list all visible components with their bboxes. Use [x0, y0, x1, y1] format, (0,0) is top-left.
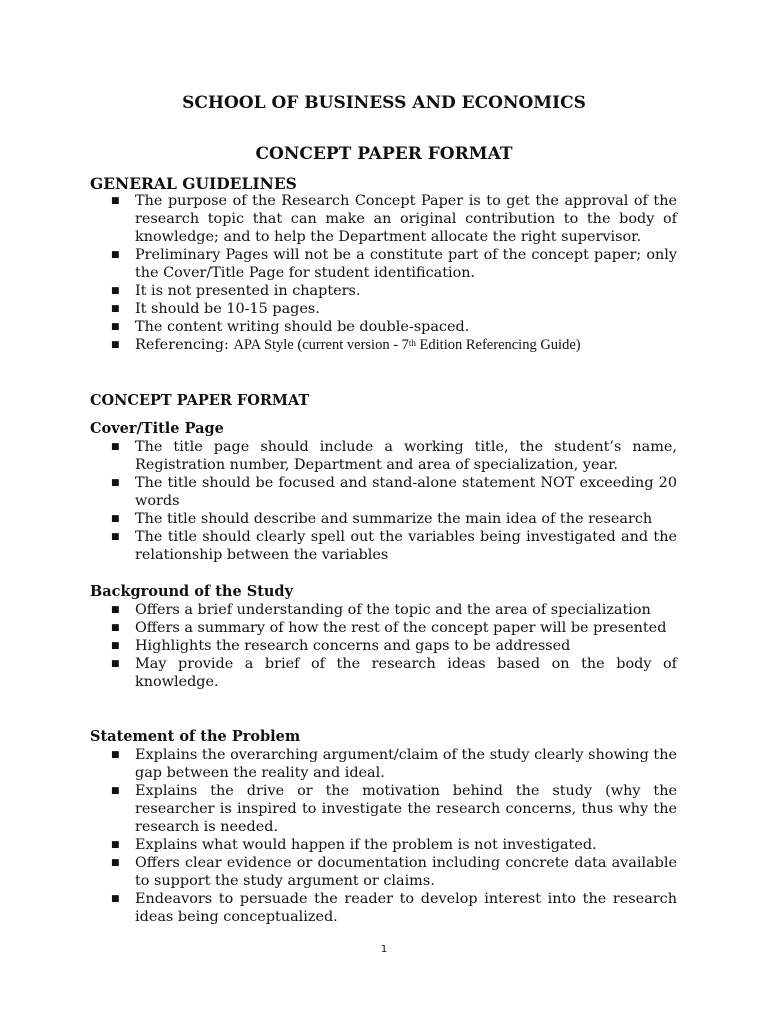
bullet-icon: ■	[111, 322, 120, 332]
bullet-icon: ■	[111, 304, 120, 314]
list-item: ■ May provide a brief of the research ideas based on the body of knowledge.	[111, 656, 677, 690]
list-item: ■ The title should be focused and stand-alone statement NOT exceeding 20 words	[111, 475, 677, 509]
list-item: ■ The title should describe and summarize the main idea of the research	[111, 511, 653, 527]
general-guidelines-list	[90, 192, 677, 354]
bullet-icon: ■	[111, 605, 120, 615]
list-item: ■ It is not presented in chapters.	[111, 283, 361, 299]
bullet-icon: ■	[111, 340, 120, 350]
page-number: 1	[380, 944, 388, 955]
bullet-icon: ■	[111, 623, 120, 633]
list-item: ■ Explains the overarching argument/claim of the study clearly showing the gap between the reality and ideal.	[111, 747, 677, 781]
bullet-icon: ■	[111, 442, 120, 452]
list-item: ■ Offers clear evidence or documentation including concrete data available to support the study argument or claims.	[111, 855, 677, 889]
referencing-superscript: th	[408, 338, 416, 348]
list-item: ■ The content writing should be double-spaced.	[111, 319, 470, 335]
referencing-guide: Edition Referencing Guide)	[415, 337, 581, 353]
list-item: ■ Offers a brief understanding of the topic and the area of specialization	[111, 602, 651, 618]
bullet-icon: ■	[111, 858, 120, 868]
bullet-icon: ■	[111, 532, 120, 542]
bullet-icon: ■	[111, 750, 120, 760]
list-item: ■ It should be 10-15 pages.	[111, 301, 320, 317]
list-item: ■ Explains the drive or the motivation behind the study (why the researcher is inspired to investigate the research concerns, thus why the research is needed.	[111, 783, 677, 835]
background-heading: Background of the Study	[90, 583, 293, 600]
general-guidelines-heading: GENERAL GUIDELINES	[90, 174, 297, 193]
bullet-icon: ■	[111, 894, 120, 904]
list-item: ■ Endeavors to persuade the reader to develop interest into the research ideas being conceptualized.	[111, 891, 677, 925]
bullet-icon: ■	[111, 286, 120, 296]
bullet-icon: ■	[111, 786, 120, 796]
referencing-item	[90, 336, 677, 354]
list-item: ■ The purpose of the Research Concept Paper is to get the approval of the research topic that can make an original contribution to the body of knowledge; and to help the Department allocate the right supervisor.	[111, 193, 677, 245]
problem-statement-list	[90, 746, 677, 926]
problem-statement-heading: Statement of the Problem	[90, 728, 301, 745]
list-item: ■ Highlights the research concerns and gaps to be addressed	[111, 638, 571, 654]
cover-title-page-list	[90, 438, 677, 564]
list-item: ■ The title page should include a working title, the student’s name, Registration number, Department and area of specialization, year.	[111, 439, 677, 473]
bullet-icon: ■	[111, 840, 120, 850]
bullet-icon: ■	[111, 196, 120, 206]
concept-paper-format-heading: CONCEPT PAPER FORMAT	[90, 392, 310, 409]
bullet-icon: ■	[111, 250, 120, 260]
bullet-icon: ■	[111, 478, 120, 488]
referencing-style: APA Style (current version - 7	[233, 337, 409, 353]
bullet-icon: ■	[111, 659, 120, 669]
cover-title-page-heading: Cover/Title Page	[90, 420, 224, 437]
bullet-icon: ■	[111, 641, 120, 651]
bullet-icon: ■	[111, 514, 120, 524]
background-list	[90, 601, 677, 691]
school-title: SCHOOL OF BUSINESS AND ECONOMICS	[182, 93, 586, 113]
list-item: ■ The title should clearly spell out the variables being investigated and the relationship between the variables	[111, 529, 677, 563]
list-item: ■ Offers a summary of how the rest of the concept paper will be presented	[111, 620, 667, 636]
list-item: ■ Preliminary Pages will not be a constitute part of the concept paper; only the Cover/Title Page for student identification.	[111, 247, 677, 281]
document-title: CONCEPT PAPER FORMAT	[255, 144, 513, 164]
list-item: ■ Explains what would happen if the problem is not investigated.	[111, 837, 597, 853]
referencing-label: Referencing:	[135, 337, 229, 353]
